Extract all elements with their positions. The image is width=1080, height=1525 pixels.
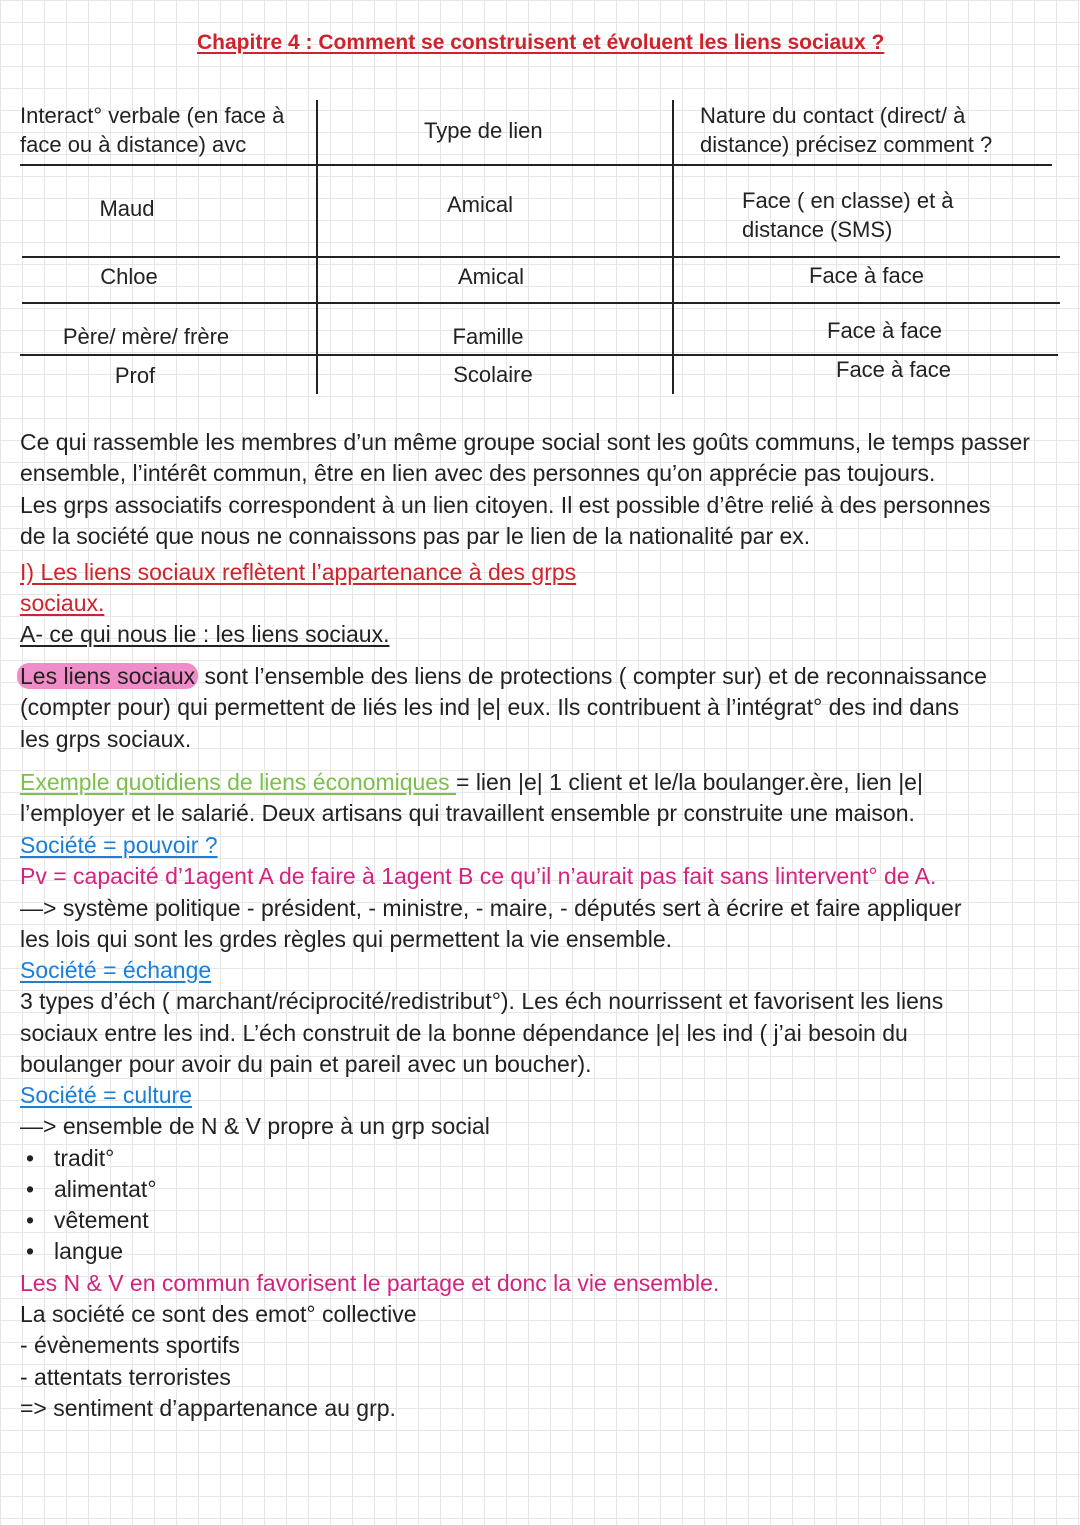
text-line: - évènements sportifs <box>20 1332 240 1359</box>
example-paragraph <box>20 767 923 830</box>
header-link-type <box>424 116 543 145</box>
table-divider <box>22 256 1060 258</box>
example-heading: Exemple quotidiens de liens économiques <box>20 769 456 795</box>
bullet-icon: • <box>26 1175 35 1202</box>
exchange-section <box>20 955 943 1080</box>
text-line: sociaux entre les ind. L’éch construit de la bonne dépendance |e| les ind ( j’ai besoin du <box>20 1019 908 1046</box>
power-section <box>20 830 961 955</box>
power-heading: Société = pouvoir ? <box>20 832 218 858</box>
heading-line: sociaux. <box>20 590 105 617</box>
heading-line <box>20 830 961 861</box>
header-contact-nature <box>700 101 992 159</box>
bullet-icon: • <box>26 1144 35 1171</box>
header-line: distance) précisez comment ? <box>700 132 993 157</box>
table-cell-person: Père/ mère/ frère <box>62 324 230 349</box>
table-cell-nature <box>742 186 954 244</box>
header-line: Nature du contact (direct/ à <box>700 103 966 128</box>
subsection-heading: A- ce qui nous lie : les liens sociaux. <box>20 621 390 647</box>
text-line: - attentats terroristes <box>20 1363 231 1390</box>
text-line: Les grps associatifs correspondent à un lien citoyen. Il est possible d’être relié à des personnes <box>20 491 991 518</box>
text-line: de la société que nous ne connaissons pas par le lien de la nationalité par ex. <box>20 522 811 549</box>
list-item-label: alimentat° <box>54 1175 157 1202</box>
text-line: 3 types d’éch ( marchant/réciprocité/redistribut°). Les éch nourrissent et favorisent les liens <box>20 988 944 1015</box>
page-title: Chapitre 4 : Comment se construisent et évoluent les liens sociaux ? <box>197 31 885 54</box>
culture-conclusion: Les N & V en commun favorisent le partage et donc la vie ensemble. <box>20 1269 720 1296</box>
text-line: => sentiment d’appartenance au grp. <box>20 1394 396 1421</box>
header-line: Interact° verbale (en face à <box>20 103 285 128</box>
definition-paragraph <box>20 661 987 755</box>
table-cell-type: Scolaire <box>453 362 533 387</box>
exchange-heading: Société = échange <box>20 957 212 983</box>
header-interaction <box>20 101 284 159</box>
table-cell-person: Prof <box>114 363 156 388</box>
cell-line: distance (SMS) <box>742 217 893 242</box>
power-definition: Pv = capacité d’1agent A de faire à 1agent B ce qu’il n’aurait pas fait sans lintervent° de A. <box>20 863 937 890</box>
table-divider <box>316 100 318 394</box>
table-cell-type: Famille <box>452 324 524 349</box>
text-line: Ce qui rassemble les membres d’un même groupe social sont les goûts communs, le temps passer <box>20 429 1030 455</box>
text-line: —> système politique - président, - ministre, - maire, - députés sert à écrire et faire appliquer <box>20 894 962 921</box>
text-line <box>20 661 987 692</box>
intro-paragraph <box>20 427 1030 552</box>
list-item <box>20 1174 719 1205</box>
table-cell-type: Amical <box>446 192 513 217</box>
table-cell-nature: Face à face <box>827 318 942 343</box>
text-fragment: = lien |e| 1 client et le/la boulanger.ère, lien |e| <box>456 769 923 795</box>
list-item <box>20 1236 719 1267</box>
culture-section <box>20 1080 719 1424</box>
text-line: ensemble, l’intérêt commun, être en lien avec des personnes qu’on apprécie pas toujours. <box>20 460 936 487</box>
heading-line <box>20 955 943 986</box>
header-line: face ou à distance) avc <box>20 132 247 157</box>
culture-heading: Société = culture <box>20 1082 192 1108</box>
bullet-icon: • <box>26 1207 35 1234</box>
section-heading <box>20 557 576 620</box>
text-line: La société ce sont des emot° collective <box>20 1301 417 1328</box>
heading-line: I) Les liens sociaux reflètent l’appartenance à des grps <box>20 559 577 585</box>
table-cell-person: Maud <box>99 196 155 221</box>
table-cell-nature: Face à face <box>836 357 951 382</box>
text-line: —> ensemble de N & V propre à un grp social <box>20 1113 490 1140</box>
list-item-label: tradit° <box>54 1144 115 1171</box>
header-line: Type de lien <box>424 118 543 143</box>
highlighted-term: Les liens sociaux <box>17 663 198 689</box>
list-item-label: langue <box>54 1238 124 1265</box>
text-line: (compter pour) qui permettent de liés les ind |e| eux. Ils contribuent à l’intégrat° des ind dans <box>20 694 960 721</box>
text-line: l’employer et le salarié. Deux artisans qui travaillent ensemble pr construite une maison. <box>20 800 915 827</box>
table-divider <box>20 164 1052 166</box>
table-cell-person: Chloe <box>100 264 158 289</box>
table-divider <box>22 302 1060 304</box>
list-item <box>20 1143 719 1174</box>
bullet-icon: • <box>26 1238 35 1265</box>
text-line: les grps sociaux. <box>20 725 192 752</box>
text-line: les lois qui sont les grdes règles qui permettent la vie ensemble. <box>20 925 673 952</box>
list-item-label: vêtement <box>54 1207 149 1234</box>
table-divider <box>672 100 674 394</box>
text-line <box>20 767 923 798</box>
heading-line <box>20 1080 719 1111</box>
text-line: boulanger pour avoir du pain et pareil avec un boucher). <box>20 1050 592 1077</box>
table-cell-nature: Face à face <box>809 263 924 288</box>
list-item <box>20 1205 719 1236</box>
text-fragment: sont l’ensemble des liens de protections ( compter sur) et de reconnaissance <box>198 663 987 689</box>
table-cell-type: Amical <box>457 264 524 289</box>
cell-line: Face ( en classe) et à <box>742 188 954 213</box>
